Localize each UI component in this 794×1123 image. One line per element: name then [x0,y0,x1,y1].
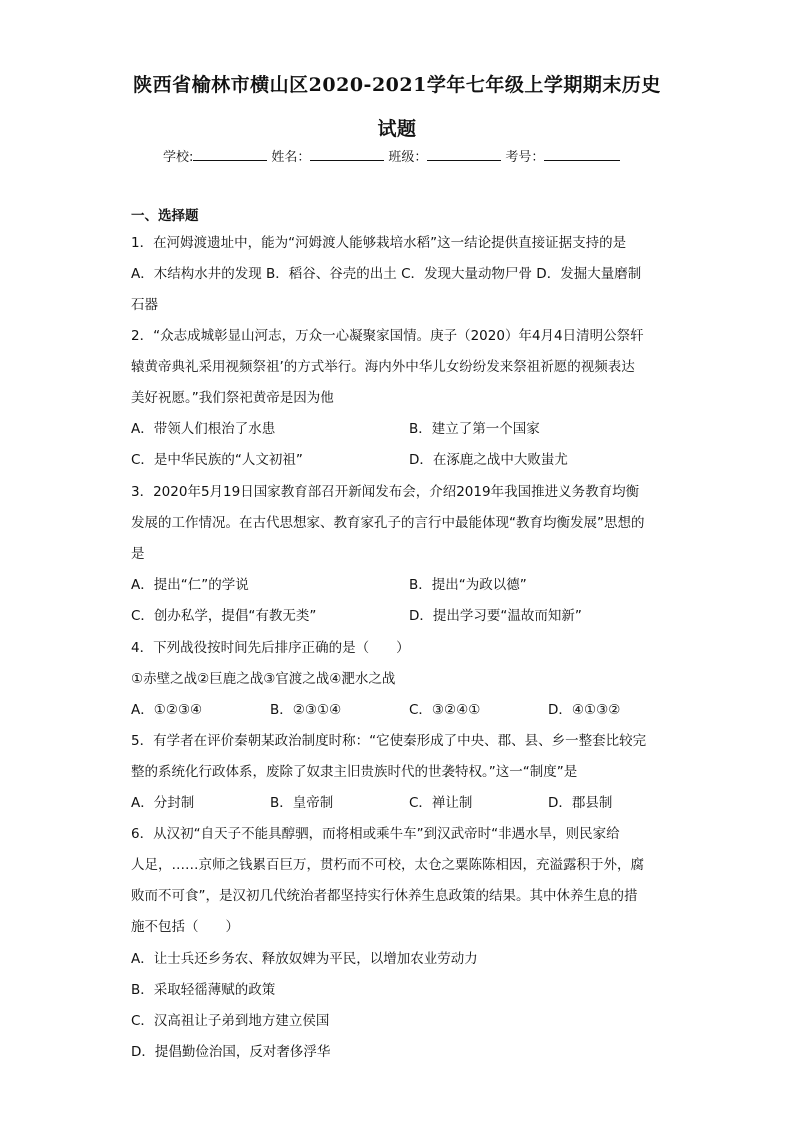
q1-options-wrap: 石器 [131,297,158,313]
q4-option-a: A．①②③④ [131,702,203,718]
school-blank [193,147,267,161]
q4-stem-line1: 4．下列战役按时间先后排序正确的是（ ） [131,640,410,656]
q3-option-d: D．提出学习要“温故而知新” [409,608,582,624]
q2-option-b: B．建立了第一个国家 [409,421,540,437]
section-heading: 一、选择题 [131,208,199,224]
q6-option-b: B．采取轻徭薄赋的政策 [131,982,276,998]
q1-stem-line1: 1．在河姆渡遗址中，能为“河姆渡人能够栽培水稻”这一结论提供直接证据支持的是 [131,235,627,251]
q6-option-c: C．汉高祖让子弟到地方建立侯国 [131,1013,330,1029]
exam-no-label: 考号： [505,150,545,165]
q2-option-d: D．在涿鹿之战中大败蚩尤 [409,452,568,468]
q2-option-c: C．是中华民族的“人文初祖” [131,452,303,468]
q6-option-a: A．让士兵还乡务农、释放奴婢为平民，以增加农业劳动力 [131,951,478,967]
name-label: 姓名： [271,150,311,165]
q2-stem-line2: 辕黄帝典礼采用视频祭祖’的方式举行。海内外中华儿女纷纷发来祭祖祈愿的视频表达 [131,359,635,375]
q5-option-d: D．郡县制 [548,795,613,811]
q2-stem-line1: 2．“众志成城彰显山河志，万众一心凝聚家国情。庚子（2020）年4月4日清明公祭轩 [131,328,644,344]
q4-option-c: C．③②④① [409,702,481,718]
q6-stem-line2: 人足，……京师之钱累百巨万，贯朽而不可校，太仓之粟陈陈相因，充溢露积于外，腐 [131,857,644,873]
q4-option-b: B．②③①④ [270,702,342,718]
q3-stem-line3: 是 [131,546,145,562]
q6-stem-line4: 施不包括（ ） [131,919,239,935]
q2-option-a: A．带领人们根治了水患 [131,421,276,437]
q4-stem-line2: ①赤壁之战②巨鹿之战③官渡之战④淝水之战 [131,671,396,687]
q3-stem-line2: 发展的工作情况。在古代思想家、教育家孔子的言行中最能体现“教育均衡发展”思想的 [131,515,645,531]
class-blank [427,147,501,161]
q5-stem-line1: 5．有学者在评价秦朝某政治制度时称：“它使秦形成了中央、郡、县、乡一整套比较完 [131,733,647,749]
q3-option-a: A．提出“仁”的学说 [131,577,249,593]
exam-title-line2: 试题 [377,118,417,140]
class-label: 班级： [388,150,428,165]
school-label: 学校: [163,150,194,165]
exam-title-line1: 陕西省榆林市横山区2020-2021学年七年级上学期期末历史 [133,74,661,96]
q5-stem-line2: 整的系统化行政体系，废除了奴隶主旧贵族时代的世袭特权。”这一“制度”是 [131,764,578,780]
q6-stem-line3: 败而不可食”，是汉初几代统治者都坚持实行休养生息政策的结果。其中休养生息的措 [131,888,638,904]
q3-option-c: C．创办私学，提倡“有教无类” [131,608,317,624]
q5-option-b: B．皇帝制 [270,795,334,811]
q6-stem-line1: 6．从汉初“自天子不能具醇驷，而将相或乘牛车”到汉武帝时“非遇水旱，则民家给 [131,826,620,842]
q5-option-a: A．分封制 [131,795,195,811]
q3-option-b: B．提出“为政以德” [409,577,527,593]
q3-stem-line1: 3．2020年5月19日国家教育部召开新闻发布会，介绍2019年我国推进义务教育均衡 [131,484,640,500]
q6-option-d: D．提倡勤俭治国，反对奢侈浮华 [131,1044,331,1060]
exam-no-blank [544,147,620,161]
student-info-line [163,146,624,165]
name-blank [310,147,384,161]
q2-stem-line3: 美好祝愿。”我们祭祀黄帝是因为他 [131,390,334,406]
q1-options-line: A．木结构水井的发现 B．稻谷、谷壳的出土 C．发现大量动物尸骨 D．发掘大量磨制 [131,266,642,282]
q4-option-d: D．④①③② [548,702,621,718]
q5-option-c: C．禅让制 [409,795,473,811]
